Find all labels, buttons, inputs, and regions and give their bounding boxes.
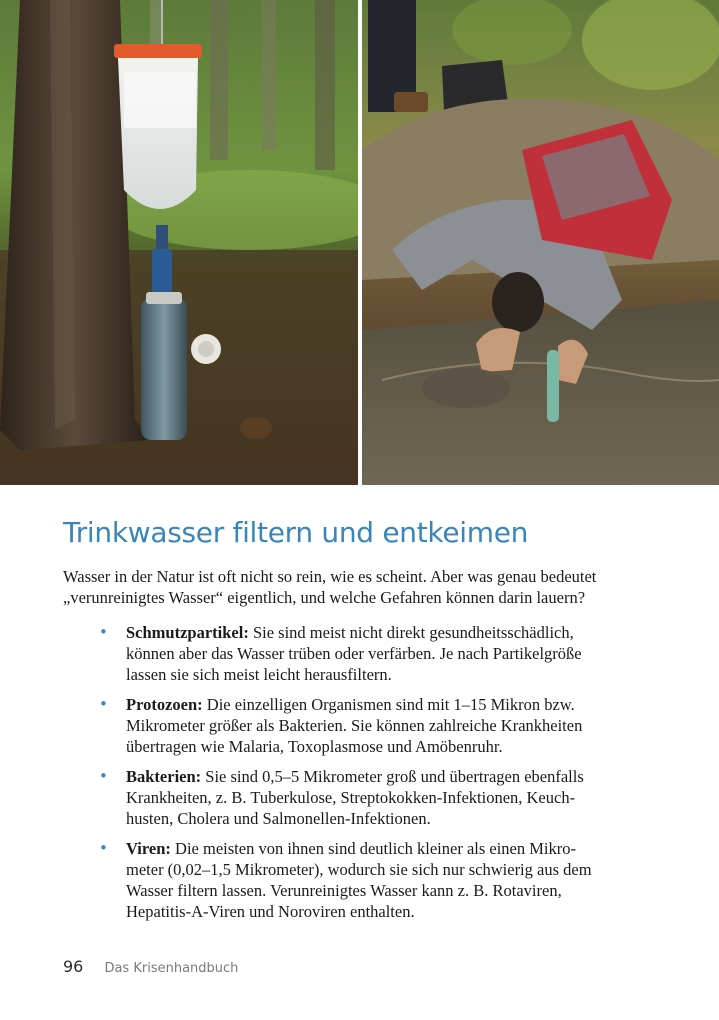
item-line: [126, 694, 619, 715]
contaminant-list: [99, 622, 619, 931]
item-line: Krankheiten, z. B. Tuberkulose, Streptokokken-Infektionen, Keuch-: [126, 788, 576, 807]
item-term: Schmutzpartikel:: [126, 623, 249, 642]
item-line: [126, 622, 619, 643]
item-line: [126, 838, 619, 859]
page-heading: Trinkwasser filtern und entkeimen: [63, 516, 529, 549]
item-line: übertragen wie Malaria, Toxoplasmose und Amöbenruhr.: [126, 737, 503, 756]
item-term: Protozoen:: [126, 695, 203, 714]
item-term: Bakterien:: [126, 767, 202, 786]
item-line: lassen sie sich meist leicht herausfiltern.: [126, 665, 392, 684]
item-line: husten, Cholera und Salmonellen-Infektionen.: [126, 809, 431, 828]
book-title: Das Krisenhandbuch: [104, 961, 239, 976]
photo-row: [0, 0, 719, 485]
item-term: Viren:: [126, 839, 171, 858]
intro-line: „verunreinigtes Wasser“ eigentlich, und welche Gefahren können darin lauern?: [63, 588, 586, 607]
intro-line: Wasser in der Natur ist oft nicht so rein, wie es scheint. Aber was genau bedeutet: [63, 567, 597, 586]
list-item-viren: [99, 838, 619, 922]
photo-hiker-drinking-from-stream: [362, 0, 719, 485]
item-line: Mikrometer größer als Bakterien. Sie können zahlreiche Krankheiten: [126, 716, 583, 735]
page-footer: [63, 957, 238, 976]
item-line: meter (0,02–1,5 Mikrometer), wodurch sie sich nur schwierig aus dem: [126, 860, 592, 879]
photo-gravity-water-filter: [0, 0, 358, 485]
item-line: [126, 766, 619, 787]
item-text: Die einzelligen Organismen sind mit 1–15 Mikron bzw.: [202, 695, 575, 714]
item-line: können aber das Wasser trüben oder verfärben. Je nach Partikelgröße: [126, 644, 582, 663]
list-item-protozoen: [99, 694, 619, 757]
item-line: Wasser filtern lassen. Verunreinigtes Wasser kann z. B. Rotaviren,: [126, 881, 562, 900]
intro-paragraph: [63, 566, 663, 608]
bullet-icon: •: [99, 767, 108, 785]
bullet-icon: •: [99, 623, 108, 641]
item-line: Hepatitis-A-Viren und Noroviren enthalten.: [126, 902, 415, 921]
bullet-icon: •: [99, 695, 108, 713]
bullet-icon: •: [99, 839, 108, 857]
list-item-schmutzpartikel: [99, 622, 619, 685]
page-number: 96: [63, 957, 84, 976]
list-item-bakterien: [99, 766, 619, 829]
item-text: Sie sind meist nicht direkt gesundheitsschädlich,: [248, 623, 574, 642]
item-text: Die meisten von ihnen sind deutlich kleiner als einen Mikro-: [170, 839, 576, 858]
item-text: Sie sind 0,5–5 Mikrometer groß und übertragen ebenfalls: [201, 767, 584, 786]
